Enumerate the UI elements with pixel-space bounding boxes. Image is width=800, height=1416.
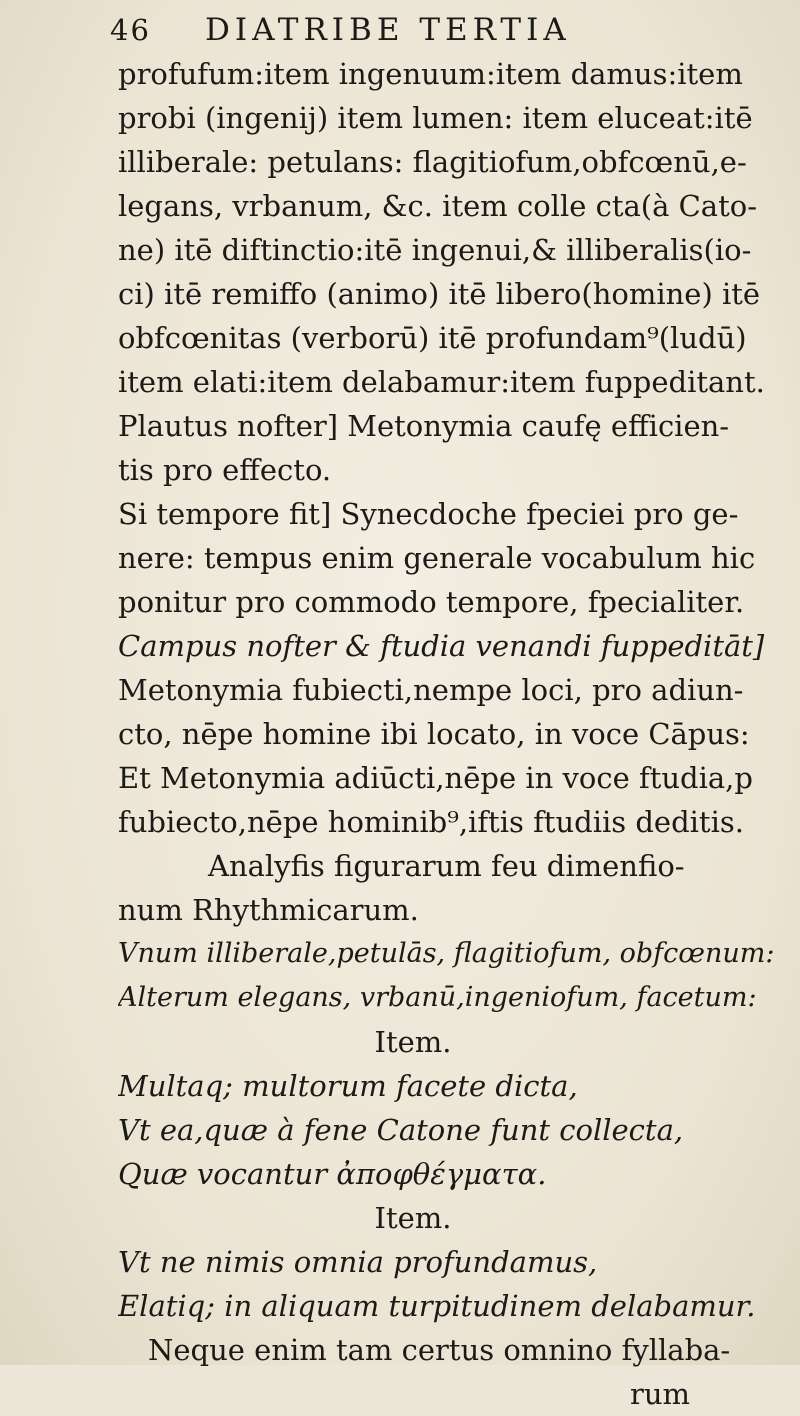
verse-line: Vt ne nimis omnia profundamus, — [118, 1245, 598, 1279]
text-line: ponitur pro commodo tempore, fpecialiter. — [118, 585, 745, 619]
page-number: 46 — [110, 13, 151, 47]
text-body — [118, 52, 788, 1416]
verse-line: Vt ea,quæ à fene Catone funt collecta, — [118, 1113, 684, 1147]
text-line: Et Metonymia adiūcti,nēpe in voce ftudia,p — [118, 761, 753, 795]
running-head: DIATRIBE TERTIA — [205, 12, 571, 48]
text-line: obfcœnitas (verborū) itē profundam⁹(ludū) — [118, 321, 747, 355]
section-heading-cont: num Rhythmicarum. — [118, 893, 419, 927]
text-line: ci) itē remiffo (animo) itē libero(homine) itē — [118, 277, 761, 311]
text-line: legans, vrbanum, &c. item colle cta(à Cato- — [118, 189, 758, 223]
text-line: Neque enim tam certus omnino fyllaba- — [148, 1333, 731, 1367]
text-line: Plautus nofter] Metonymia caufę efficien- — [118, 409, 730, 443]
text-line: fubiecto,nēpe hominib⁹,iftis ftudiis deditis. — [118, 805, 744, 839]
lemma-line: Campus nofter & ftudia venandi fuppeditāt] — [118, 629, 765, 663]
text-line: cto, nēpe homine ibi locato, in voce Cāpus: — [118, 717, 750, 751]
verse-line: Elatiq; in aliquam turpitudinem delabamur. — [118, 1289, 756, 1323]
item-heading: Item. — [374, 1201, 452, 1235]
text-line: illiberale: petulans: flagitiofum,obfcœnū,e- — [118, 145, 747, 179]
text-line: profufum:item ingenuum:item damus:item — [118, 57, 743, 91]
verse-line: Alterum elegans, vrbanū,ingeniofum, facetum: — [118, 982, 757, 1013]
verse-line: Vnum illiberale,petulās, flagitiofum, obfcœnum: — [118, 938, 775, 969]
text-line: item elati:item delabamur:item fuppeditant. — [118, 365, 765, 399]
verse-line: Multaq; multorum facete dicta, — [118, 1069, 578, 1103]
text-line: Si tempore fit] Synecdoche fpeciei pro ge- — [118, 497, 739, 531]
section-heading: Analyfis figurarum feu dimenfio- — [208, 849, 685, 883]
text-line: Metonymia fubiecti,nempe loci, pro adiun- — [118, 673, 744, 707]
page-header — [110, 10, 670, 50]
verse-line: Quæ vocantur ἀποφθέγματα. — [118, 1157, 547, 1191]
text-line: ne) itē diftinctio:itē ingenui,& illiberalis(io- — [118, 233, 752, 267]
catchword: rum — [630, 1377, 691, 1411]
text-line: nere: tempus enim generale vocabulum hic — [118, 541, 756, 575]
text-line: tis pro effecto. — [118, 453, 332, 487]
text-line: probi (ingenij) item lumen: item eluceat:itē — [118, 101, 753, 135]
item-heading: Item. — [374, 1025, 452, 1059]
